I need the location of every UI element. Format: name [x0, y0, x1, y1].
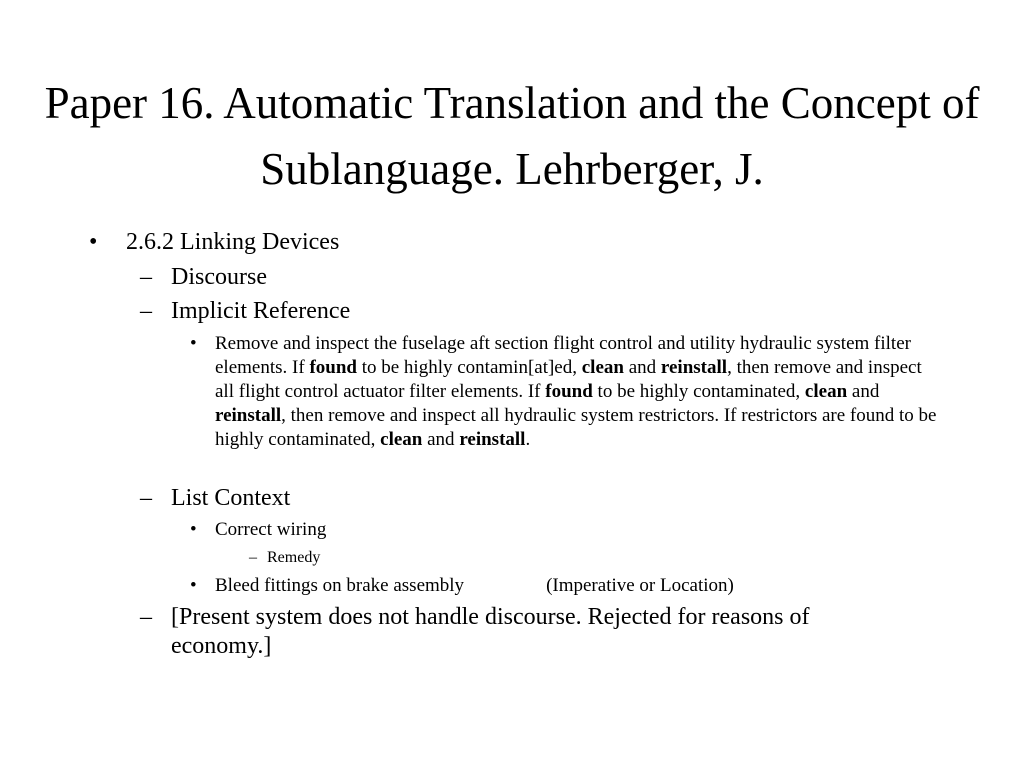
item-bleed-fittings — [215, 574, 940, 598]
para-bold-found: found — [309, 357, 357, 378]
para-text: and — [422, 429, 460, 450]
dash-marker: – — [249, 549, 257, 566]
para-bold-clean: clean — [804, 381, 848, 402]
para-text: to be highly contaminated, — [592, 381, 805, 402]
dash-marker: – — [140, 604, 152, 630]
item-implicit-reference: Implicit Reference — [171, 298, 351, 324]
para-bold-reinstall: reinstall — [215, 405, 282, 426]
dash-marker: – — [140, 298, 152, 324]
item-discourse: Discourse — [171, 264, 267, 290]
para-text: and — [847, 381, 880, 402]
para-text: , then remove and inspect all flight control actuator filter elements. If — [215, 357, 922, 402]
bullet-marker: • — [190, 519, 197, 540]
para-bold-found: found — [545, 381, 593, 402]
para-bold-reinstall: reinstall — [459, 429, 526, 450]
para-bold-reinstall: reinstall — [660, 357, 728, 378]
bullet-marker: • — [89, 229, 98, 255]
item-list-context: List Context — [171, 485, 291, 511]
slide-title: Paper 16. Automatic Translation and the Concept of Sublanguage. Lehrberger, J. — [44, 78, 980, 194]
dash-marker: – — [140, 485, 152, 511]
bullet-marker: • — [190, 575, 197, 596]
para-text: to be highly contamin[at]ed, — [356, 357, 582, 378]
para-text: Remove and inspect the fuselage aft section flight control and utility hydraulic system filter elements. If — [215, 333, 911, 378]
para-bold-clean: clean — [380, 429, 423, 450]
para-bold-clean: clean — [581, 357, 624, 378]
bleed-text: Bleed fittings on brake assembly — [215, 575, 465, 596]
para-text: , then remove and inspect all hydraulic system restrictors. If restrictors are found to be highly contaminated, — [215, 405, 937, 450]
example-paragraph — [215, 332, 940, 452]
bullet-linking-devices: 2.6.2 Linking Devices — [126, 229, 340, 255]
item-present-system: [Present system does not handle discourse. Rejected for reasons of economy.] — [171, 604, 810, 659]
para-text: and — [623, 357, 661, 378]
item-remedy: Remedy — [267, 549, 321, 566]
bleed-note: (Imperative or Location) — [546, 575, 734, 596]
bullet-marker: • — [190, 333, 197, 354]
dash-marker: – — [140, 264, 152, 290]
para-text: . — [525, 429, 531, 450]
item-correct-wiring: Correct wiring — [215, 519, 327, 540]
